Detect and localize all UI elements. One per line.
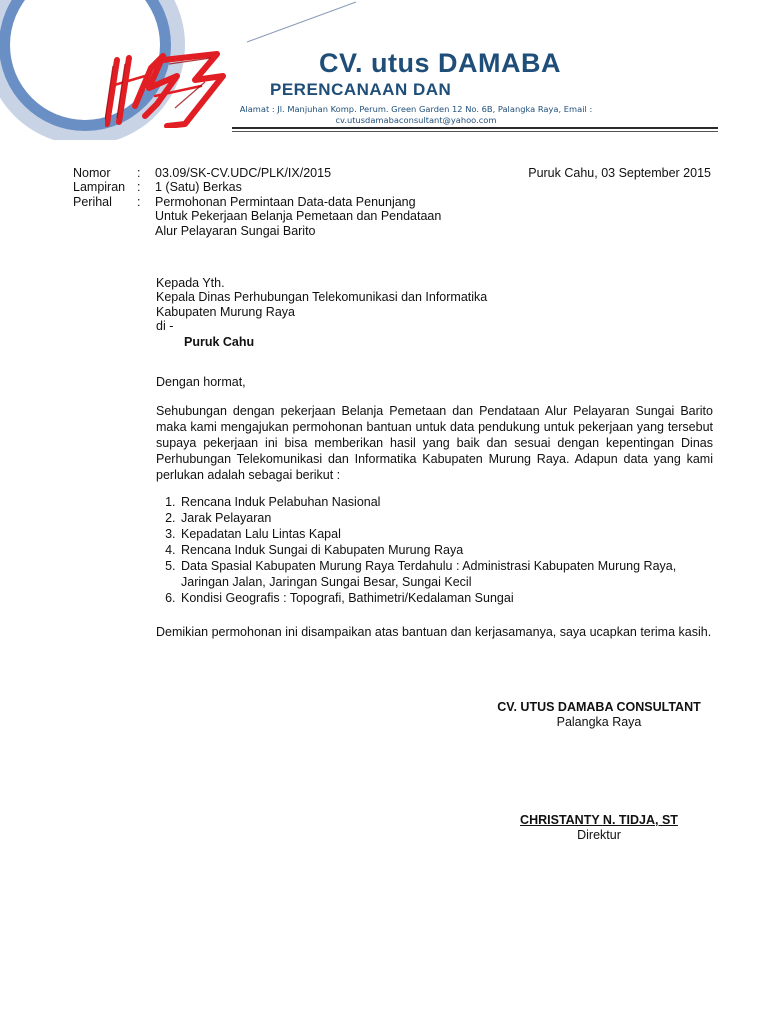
company-name: CV. utus DAMABA bbox=[318, 48, 561, 78]
list-item: 5. Data Spasial Kabupaten Murung Raya Terdahulu : Administrasi Kabupaten Murung Raya, Jaringan Jalan, Jaringan Sungai Besar, Sungai Kecil bbox=[179, 558, 713, 590]
list-item: 3. Kepadatan Lalu Lintas Kapal bbox=[179, 526, 713, 542]
perihal-value bbox=[155, 195, 441, 238]
list-item: 4. Rencana Induk Sungai di Kabupaten Murung Raya bbox=[179, 542, 713, 558]
recipient-line: Kepada Yth. bbox=[156, 276, 225, 290]
company-logo bbox=[105, 46, 230, 128]
perihal-line: Untuk Pekerjaan Belanja Pemetaan dan Pendataan bbox=[155, 209, 442, 224]
greeting: Dengan hormat, bbox=[156, 375, 246, 389]
letterhead-rule-thick bbox=[232, 127, 718, 129]
letter-meta bbox=[73, 166, 441, 238]
company-subtitle: PERENCANAAN DAN bbox=[270, 80, 452, 99]
colon: : bbox=[137, 194, 141, 209]
address-line: Alamat : Jl. Manjuhan Komp. Perum. Green Garden 12 No. 6B, Palangka Raya, Email : bbox=[239, 104, 593, 114]
meta-row-lampiran bbox=[73, 180, 441, 194]
perihal-label: Perihal bbox=[73, 194, 112, 209]
company-address bbox=[236, 104, 596, 126]
letter-date: Puruk Cahu, 03 September 2015 bbox=[528, 166, 711, 180]
data-request-list bbox=[156, 494, 713, 606]
list-item: 2. Jarak Pelayaran bbox=[179, 510, 713, 526]
recipient-line: Kepala Dinas Perhubungan Telekomunikasi dan Informatika bbox=[156, 290, 488, 305]
recipient-block bbox=[156, 276, 713, 349]
letterhead-rule-thin bbox=[232, 131, 718, 132]
nomor-value: 03.09/SK-CV.UDC/PLK/IX/2015 bbox=[155, 166, 332, 180]
perihal-line: Permohonan Permintaan Data-data Penunjang bbox=[155, 194, 416, 209]
recipient-line: Kabupaten Murung Raya bbox=[156, 304, 295, 319]
nomor-label: Nomor bbox=[73, 166, 111, 180]
signature-city: Palangka Raya bbox=[556, 715, 642, 729]
email-line: cv.utusdamabaconsultant@yahoo.com bbox=[335, 115, 497, 125]
lampiran-label: Lampiran bbox=[73, 180, 126, 195]
list-item: 1. Rencana Induk Pelabuhan Nasional bbox=[179, 494, 713, 510]
list-item: 6. Kondisi Geografis : Topografi, Bathimetri/Kedalaman Sungai bbox=[179, 590, 713, 606]
body-paragraph: Sehubungan dengan pekerjaan Belanja Pemetaan dan Pendataan Alur Pelayaran Sungai Barito maka kami mengajukan permohonan bantuan untuk data pendukung untuk pekerjaan yang tersebut supaya pekerjaan ini bisa memberikan hasil yang baik dan sesuai dengan kepentingan Dinas Perhubungan Telekomunikasi dan Informatika Kabupaten Murung Raya. Adapun data yang kami perlukan adalah sebagai berikut : bbox=[156, 404, 713, 482]
recipient-line: di - bbox=[156, 319, 174, 334]
recipient-city: Puruk Cahu bbox=[184, 334, 255, 349]
meta-row-nomor bbox=[73, 166, 441, 180]
perihal-line: Alur Pelayaran Sungai Barito bbox=[155, 223, 316, 238]
meta-row-perihal bbox=[73, 195, 441, 238]
colon: : bbox=[137, 180, 141, 195]
lampiran-value: 1 (Satu) Berkas bbox=[155, 180, 242, 195]
closing-paragraph: Demikian permohonan ini disampaikan atas bantuan dan kerjasamanya, saya ucapkan terima kasih. bbox=[156, 625, 712, 639]
signature-company: CV. UTUS DAMABA CONSULTANT bbox=[497, 700, 701, 714]
signatory-name: CHRISTANTY N. TIDJA, ST bbox=[520, 813, 678, 827]
signatory-title: Direktur bbox=[577, 828, 621, 842]
colon: : bbox=[137, 166, 141, 180]
